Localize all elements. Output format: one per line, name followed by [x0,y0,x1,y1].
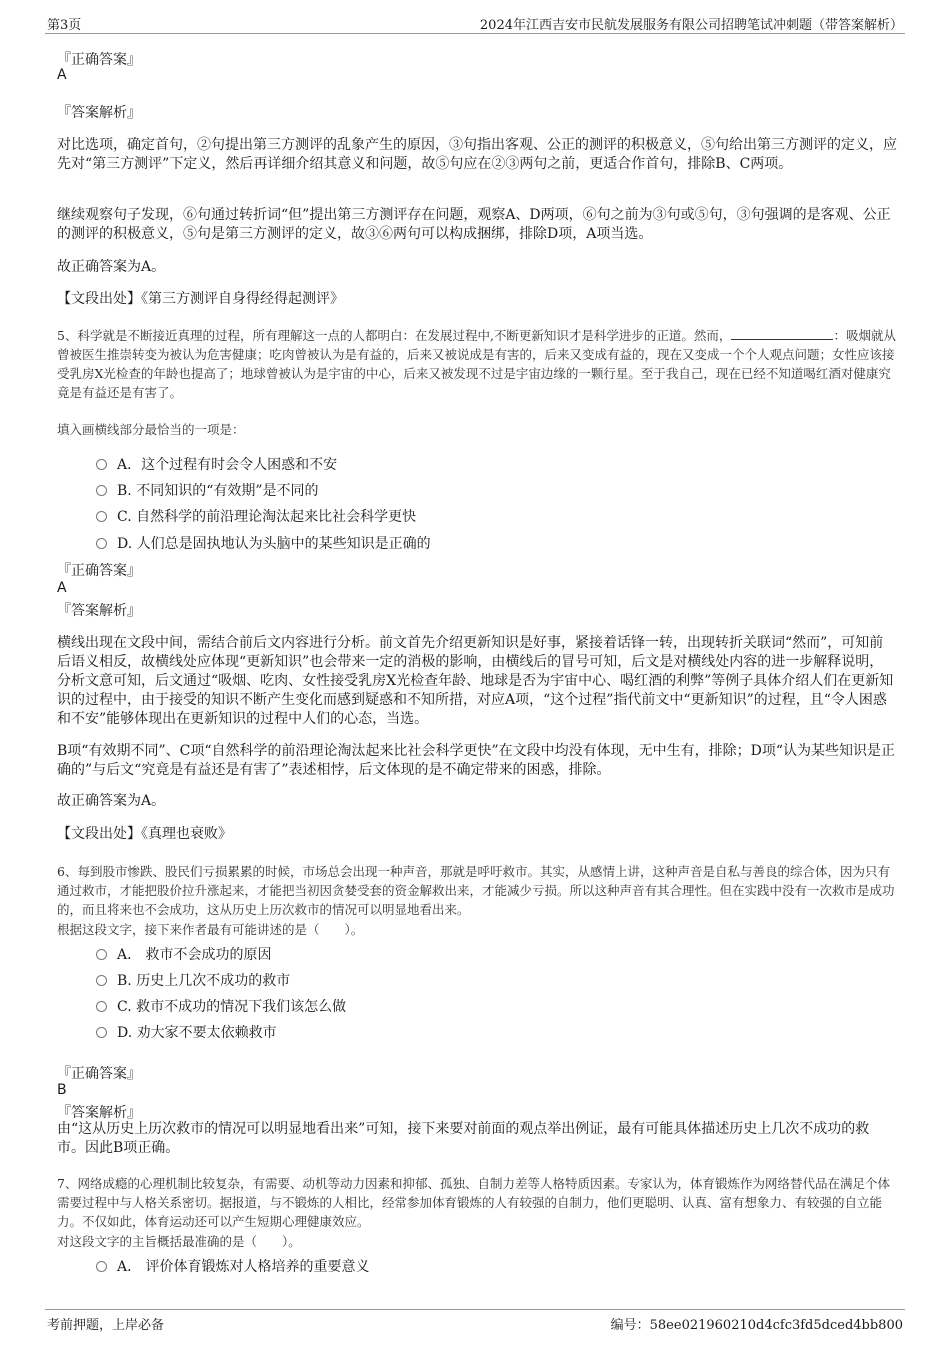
analysis-label: 『答案解析』 [57,105,141,121]
radio-icon[interactable] [96,511,107,522]
radio-icon[interactable] [96,459,107,470]
analysis-paragraph: 对比选项，确定首句，②句提出第三方测评的乱象产生的原因，③句指出客观、公正的测评的积极意义，⑤句给出第三方测评的定义，应先对“第三方测评”下定义，然后再详细介绍其意义和问题，故⑤句应在②③两句之前，更适合作首句，排除B、C两项。 [57,137,897,172]
question-stem: 5、科学就是不断接近真理的过程，所有理解这一点的人都明白：在发展过程中,不断更新知识才是科学进步的正道。然而， ：吸烟就从曾被医生推崇转变为被认为危害健康；吃肉曾被认为是有益的，后来又被说成是有害的，后来又变成有益的，现在又变成一个个人观点问题；女性应该接受乳房X光检查的年龄也提高了；地球曾被认为是宇宙的中心，后来又被发现不过是宇宙边缘的一颗行星。至于我自己，现在已经不知道喝红酒对健康究竟是有益还是有害了。 [57,328,896,400]
analysis-conclusion: 故正确答案为A。 [57,259,166,275]
analysis-paragraph: 继续观察句子发现，⑥句通过转折词“但”提出第三方测评存在问题，观察A、D两项，⑥句之前为③句或⑤句，③句强调的是客观、公正的测评的积极意义，⑤句是第三方测评的定义，故③⑥两句可以构成捆绑，排除D项，A项当选。 [57,207,891,242]
header-divider [45,33,905,34]
question-prompt: 根据这段文字，接下来作者最有可能讲述的是（ ）。 [57,922,364,937]
radio-icon[interactable] [96,485,107,496]
option-c[interactable]: C. 自然科学的前沿理论淘汰起来比社会科学更快 [96,506,416,526]
option-a[interactable]: A．这个过程有时会令人困惑和不安 [96,454,337,474]
question-prompt: 填入画横线部分最恰当的一项是： [57,422,245,437]
footer-divider [45,1309,905,1310]
question-prompt: 对这段文字的主旨概括最准确的是（ ）。 [57,1234,301,1249]
analysis-label: 『答案解析』 [57,603,141,619]
analysis-paragraph: B项“有效期不同”、C项“自然科学的前沿理论淘汰起来比社会科学更快”在文段中均没有体现，无中生有，排除；D项“认为某些知识是正确的”与后文“究竟是有益还是有害了”表述相悖，后文体现的是不确定带来的困惑，排除。 [57,743,896,778]
analysis-paragraph: 由“这从历史上历次救市的情况可以明显地看出来”可知，接下来要对前面的观点举出例证，最有可能具体描述历史上几次不成功的救市。因此B项正确。 [57,1121,870,1156]
radio-icon[interactable] [96,1261,107,1272]
option-d[interactable]: D. 劝大家不要太依赖救市 [96,1022,277,1042]
question-stem: 7、网络成瘾的心理机制比较复杂，有需要、动机等动力因素和抑郁、孤独、自制力差等人格特质因素。专家认为，体育锻炼作为网络替代品在满足个体需要过程中与人格关系密切。据报道，与不锻炼的人相比，经常参加体育锻炼的人有较强的自制力，他们更聪明、认真、富有想象力、有较强的自立能力。不仅如此，体育运动还可以产生短期心理健康效应。 [57,1176,890,1229]
radio-icon[interactable] [96,975,107,986]
option-b[interactable]: B. 不同知识的“有效期”是不同的 [96,480,319,500]
analysis-paragraph: 横线出现在文段中间，需结合前后文内容进行分析。前文首先介绍更新知识是好事，紧接着话锋一转，出现转折关联词“然而”，可知前后语义相反，故横线处应体现“更新知识”也会带来一定的消极的影响，由横线后的冒号可知，后文是对横线处内容的进一步解释说明，分析文意可知，后文通过“吸烟、吃肉、女性接受乳房X光检查年龄、地球是否为宇宙中心、喝红酒的利弊”等例子具体介绍人们在更新知识的过程中，由于接受的知识不断产生变化而感到疑惑和不知所措，对应A项，“这个过程”指代前文中“更新知识”的过程，且“令人困惑和不安”能够体现出在更新知识的过程中人们的心态，当选。 [57,635,894,727]
analysis-label: 『答案解析』 [57,1105,141,1121]
option-b[interactable]: B. 历史上几次不成功的救市 [96,970,290,990]
source-citation: 【文段出处】《第三方测评自身得经得起测评》 [57,291,344,307]
radio-icon[interactable] [96,949,107,960]
fill-blank [731,327,833,340]
correct-answer-label: 『正确答案』 [57,1066,141,1082]
correct-answer-label: 『正确答案』 [57,563,141,579]
option-c[interactable]: C. 救市不成功的情况下我们该怎么做 [96,996,346,1016]
analysis-conclusion: 故正确答案为A。 [57,793,166,809]
option-a[interactable]: A． 救市不会成功的原因 [96,944,272,964]
correct-answer-label: 『正确答案』 [57,52,141,68]
radio-icon[interactable] [96,1027,107,1038]
correct-answer: A [57,580,67,596]
option-d[interactable]: D. 人们总是固执地认为头脑中的某些知识是正确的 [96,533,431,553]
document-title: 2024年江西吉安市民航发展服务有限公司招聘笔试冲刺题（带答案解析） [479,18,903,33]
document-code: 编号：58ee021960210d4cfc3fd5dced4bb800 [610,1318,903,1333]
correct-answer: B [57,1082,67,1098]
radio-icon[interactable] [96,538,107,549]
option-a[interactable]: A． 评价体育锻炼对人格培养的重要意义 [96,1256,370,1276]
radio-icon[interactable] [96,1001,107,1012]
correct-answer: A [57,67,67,83]
footer-slogan: 考前押题，上岸必备 [47,1318,165,1333]
page-number: 第3页 [47,18,82,33]
source-citation: 【文段出处】《真理也衰败》 [57,826,232,842]
question-stem: 6、每到股市惨跌、股民们亏损累累的时候，市场总会出现一种声音，那就是呼吁救市。其实，从感情上讲，这种声音是自私与善良的综合体，因为只有通过救市，才能把股价拉升涨起来，才能把当初因贪婪受套的资金解救出来，才能减少亏损。所以这种声音有其合理性。但在实践中没有一次救市是成功的，而且将来也不会成功，这从历史上历次救市的情况可以明显地看出来。 [57,864,895,917]
